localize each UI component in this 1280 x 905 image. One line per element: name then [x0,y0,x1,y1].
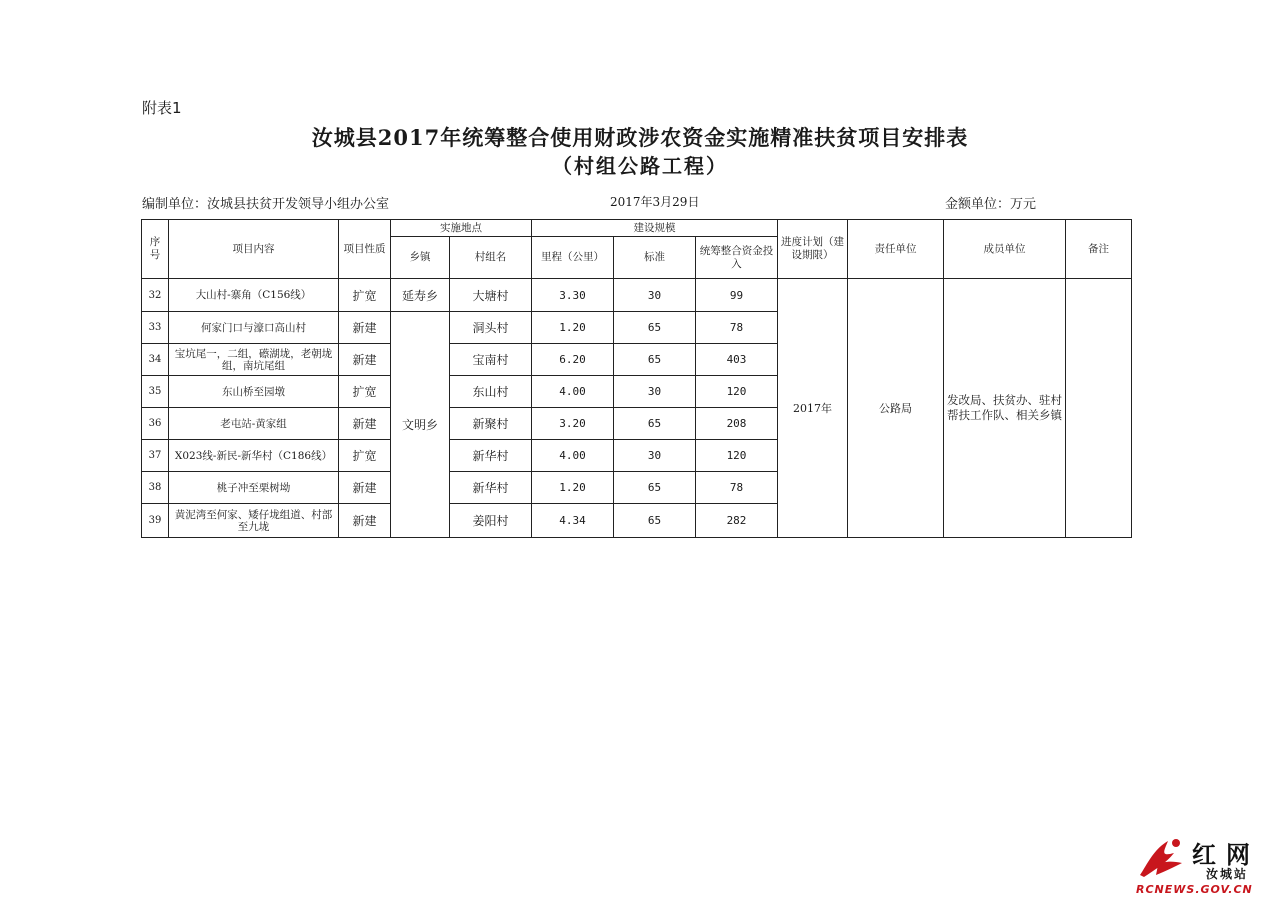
row-funds: 208 [696,408,778,440]
header-content: 项目内容 [169,220,339,279]
document-title: 汝城县2017年统筹整合使用财政涉农资金实施精准扶贫项目安排表 [311,125,969,150]
row-standard: 30 [614,376,696,408]
row-nature: 新建 [339,408,391,440]
row-nature: 新建 [339,472,391,504]
row-standard: 65 [614,472,696,504]
row-index: 35 [142,376,169,408]
row-nature: 新建 [339,312,391,344]
row-funds: 403 [696,344,778,376]
header-mileage: 里程（公里） [532,237,614,279]
row-village: 洞头村 [450,312,532,344]
row-mileage: 3.20 [532,408,614,440]
row-content: 宝坑尾一，二组，礤湖垅，老朝垅组，南坑尾组 [169,344,339,376]
header-village: 村组名 [450,237,532,279]
row-nature: 新建 [339,504,391,538]
row-index: 33 [142,312,169,344]
brush-logo-icon [1134,835,1186,881]
row-index: 34 [142,344,169,376]
row-standard: 65 [614,504,696,538]
row-standard: 30 [614,440,696,472]
row-mileage: 4.00 [532,376,614,408]
row-funds: 99 [696,279,778,312]
row-mileage: 1.20 [532,472,614,504]
merged-town: 文明乡 [391,312,450,538]
row-index: 37 [142,440,169,472]
merged-schedule: 2017年 [778,279,848,538]
row-content: X023线-新民-新华村（C186线） [169,440,339,472]
header-remarks: 备注 [1066,220,1132,279]
amount-unit: 金额单位：万元 [945,197,1037,212]
header-members: 成员单位 [944,220,1066,279]
header-nature: 项目性质 [339,220,391,279]
row-village: 新华村 [450,472,532,504]
row-nature: 扩宽 [339,440,391,472]
project-table [141,219,1132,538]
row-index: 38 [142,472,169,504]
document-date: 2017年3月29日 [610,195,700,209]
row-index: 32 [142,279,169,312]
row-village: 宝南村 [450,344,532,376]
annex-label: 附表1 [142,99,182,117]
rednet-logo [1132,833,1272,899]
row-funds: 78 [696,312,778,344]
row-content: 大山村-寨角（C156线） [169,279,339,312]
table-row [142,279,1132,312]
row-standard: 65 [614,312,696,344]
merged-responsible: 公路局 [848,279,944,538]
row-content: 东山桥至园墩 [169,376,339,408]
row-funds: 120 [696,376,778,408]
row-content: 何家门口与濠口高山村 [169,312,339,344]
row-content: 老屯站-黄家组 [169,408,339,440]
header-town: 乡镇 [391,237,450,279]
row-standard: 65 [614,344,696,376]
row-standard: 65 [614,408,696,440]
header-responsible: 责任单位 [848,220,944,279]
logo-station-text: 汝城站 [1206,867,1249,881]
merged-members: 发改局、扶贫办、驻村帮扶工作队、相关乡镇 [944,279,1066,538]
row-mileage: 4.34 [532,504,614,538]
row-index: 36 [142,408,169,440]
row-village: 新聚村 [450,408,532,440]
row-mileage: 4.00 [532,440,614,472]
row-village: 大塘村 [450,279,532,312]
logo-cn-text: 红网 [1192,840,1260,869]
row-funds: 78 [696,472,778,504]
row-nature: 扩宽 [339,279,391,312]
row-funds: 120 [696,440,778,472]
header-index: 序号 [142,220,169,279]
row-content: 桃子冲至栗树坳 [169,472,339,504]
row-mileage: 6.20 [532,344,614,376]
document-subtitle: （村组公路工程） [552,154,728,178]
header-standard: 标准 [614,237,696,279]
row-mileage: 1.20 [532,312,614,344]
row-index: 39 [142,504,169,538]
compiler-unit: 编制单位：汝城县扶贫开发领导小组办公室 [142,197,390,212]
header-scale: 建设规模 [532,220,778,237]
row-town: 延寿乡 [391,279,450,312]
row-mileage: 3.30 [532,279,614,312]
logo-url-text: RCNEWS.GOV.CN [1136,883,1253,896]
row-village: 姜阳村 [450,504,532,538]
row-nature: 扩宽 [339,376,391,408]
merged-remarks [1066,279,1132,538]
header-funds: 统筹整合资金投入 [696,237,778,279]
row-village: 东山村 [450,376,532,408]
row-funds: 282 [696,504,778,538]
row-standard: 30 [614,279,696,312]
row-nature: 新建 [339,344,391,376]
header-schedule: 进度计划（建设期限） [778,220,848,279]
row-village: 新华村 [450,440,532,472]
row-content: 黄泥湾至何家、矮仔垅组道、村部至九垅 [169,504,339,538]
header-location: 实施地点 [391,220,532,237]
